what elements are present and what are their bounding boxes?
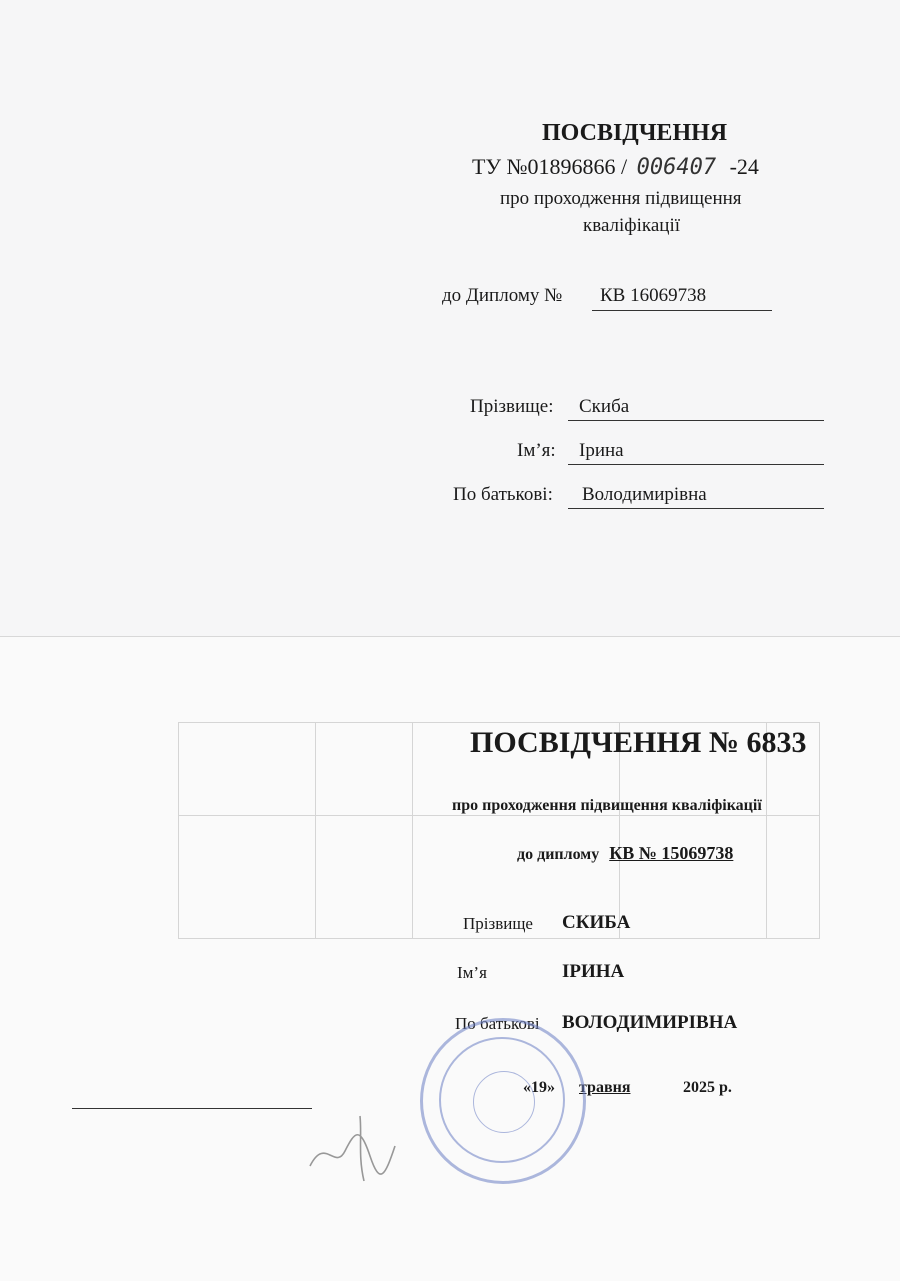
top-diploma-underline (592, 310, 772, 311)
top-patronymic-underline (568, 508, 824, 509)
bottom-surname-value: СКИБА (562, 912, 631, 933)
top-certificate-title: ПОСВІДЧЕННЯ (542, 120, 728, 146)
top-diploma-value: КВ 16069738 (600, 285, 707, 306)
signature-line (72, 1108, 312, 1109)
bottom-patronymic-value: ВОЛОДИМИРІВНА (562, 1012, 738, 1033)
bottom-certificate-title: ПОСВІДЧЕННЯ № 6833 (470, 726, 807, 759)
bottom-diploma-value: КВ № 15069738 (609, 843, 734, 863)
top-patronymic-value: Володимирівна (582, 484, 707, 505)
signature-scribble-icon (300, 1096, 410, 1186)
top-surname-value: Скиба (579, 396, 630, 417)
date-month: травня (579, 1079, 631, 1096)
round-seal-stamp-icon (420, 1018, 586, 1184)
top-subtitle-line2: кваліфікації (583, 215, 681, 236)
date-day: «19» (523, 1079, 555, 1096)
top-name-value: Ірина (579, 440, 624, 461)
number-prefix: ТУ №01896866 / (472, 154, 628, 179)
top-subtitle-line1: про проходження підвищення (500, 188, 742, 209)
top-patronymic-label: По батькові: (453, 484, 553, 505)
number-handwritten: 006407 (636, 155, 717, 180)
bottom-subtitle: про проходження підвищення кваліфікації (452, 797, 762, 814)
bottom-diploma-line (517, 843, 733, 864)
top-surname-label: Прізвище: (470, 396, 554, 417)
top-surname-underline (568, 420, 824, 421)
bottom-name-value: ІРИНА (562, 961, 625, 982)
bottom-patronymic-label: По батькові (455, 1014, 540, 1033)
top-name-underline (568, 464, 824, 465)
top-name-label: Ім’я: (517, 440, 556, 461)
number-suffix: -24 (729, 154, 759, 179)
bottom-name-label: Ім’я (457, 963, 487, 982)
date-year: 2025 р. (683, 1079, 732, 1096)
top-diploma-label: до Диплому № (442, 285, 563, 306)
bottom-diploma-label: до диплому (517, 846, 600, 863)
bottom-surname-label: Прізвище (463, 914, 533, 933)
trident-emblem-icon (473, 1071, 535, 1133)
top-certificate-sheet (0, 0, 900, 636)
top-certificate-number (472, 154, 759, 180)
